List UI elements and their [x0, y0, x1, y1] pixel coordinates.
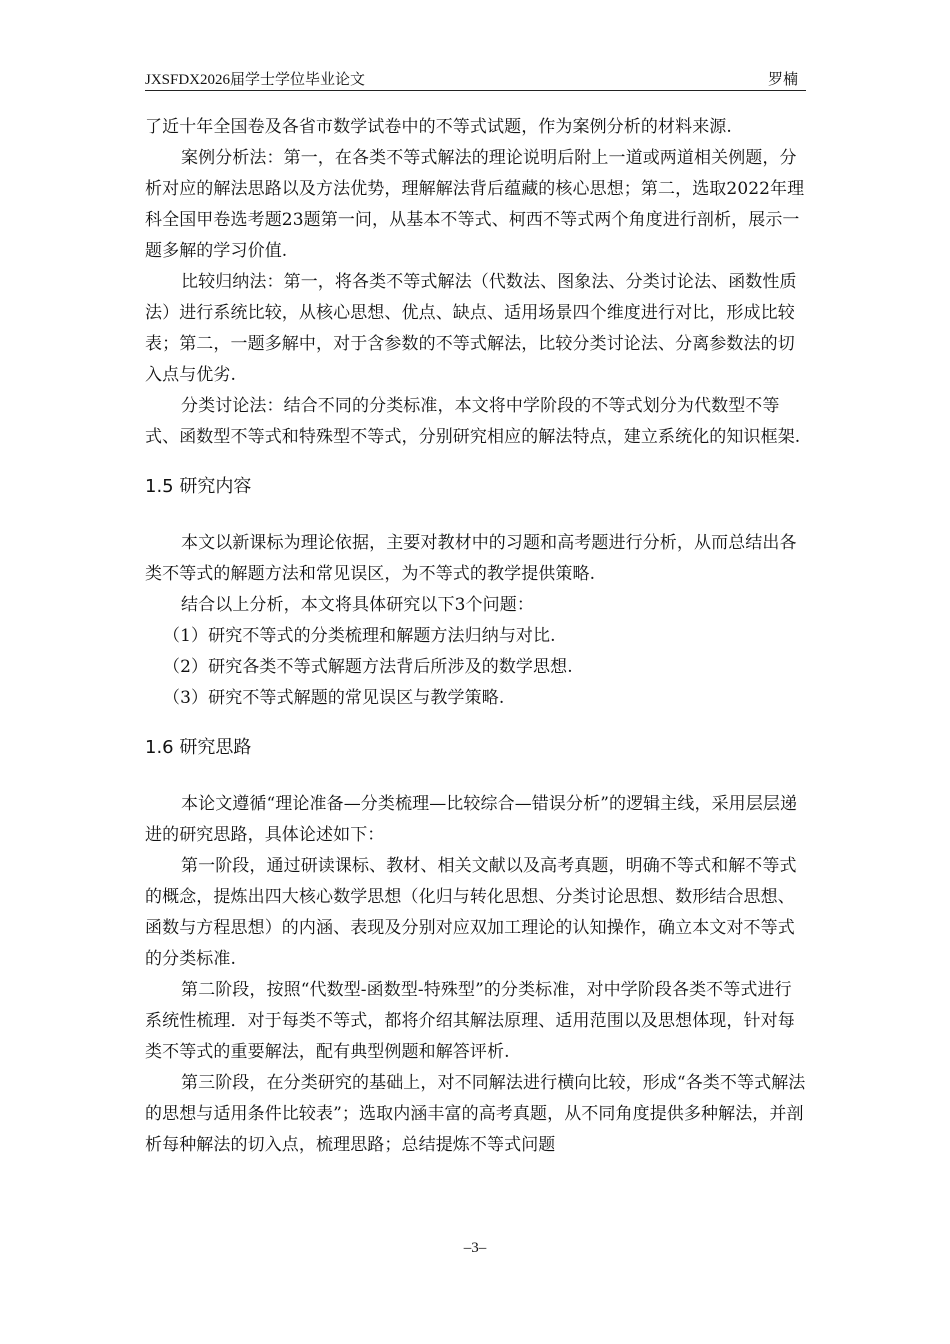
- section-heading-1-6: 1.6 研究思路: [145, 737, 252, 758]
- paragraph-research-questions-lead: 结合以上分析，本文将具体研究以下3个问题：: [181, 595, 534, 615]
- document-body: [145, 112, 807, 1161]
- paragraph-stage-two: 第二阶段，按照“代数型-函数型-特殊型”的分类标准，对中学阶段各类不等式进行系统性梳理．对于每类不等式，都将介绍其解法原理、适用范围以及思想体现，针对每类不等式的重要解法，配有典型例题和解答评析.: [145, 980, 795, 1062]
- page-header: [145, 66, 806, 91]
- paragraph-classification-discussion: 分类讨论法：结合不同的分类标准，本文将中学阶段的不等式划分为代数型不等式、函数型不等式和特殊型不等式，分别研究相应的解法特点，建立系统化的知识框架.: [145, 396, 801, 447]
- paragraph-stage-three: 第三阶段，在分类研究的基础上，对不同解法进行横向比较，形成“各类不等式解法的思想与适用条件比较表”；选取内涵丰富的高考真题，从不同角度提供多种解法，并剖析每种解法的切入点，梳理思路；总结提炼不等式问题: [145, 1073, 806, 1155]
- list-item: （3）研究不等式解题的常见误区与教学策略.: [163, 688, 505, 708]
- page-number: –3–: [463, 1240, 487, 1256]
- header-thesis-title: JXSFDX2026届学士学位毕业论文: [145, 72, 366, 88]
- paragraph-comparison-induction: 比较归纳法：第一，将各类不等式解法（代数法、图象法、分类讨论法、函数性质法）进行系统比较，从核心思想、优点、缺点、适用场景四个维度进行对比，形成比较表；第二，一题多解中，对于含参数的不等式解法，比较分类讨论法、分离参数法的切入点与优劣.: [145, 272, 797, 385]
- paragraph-stage-one: 第一阶段，通过研读课标、教材、相关文献以及高考真题，明确不等式和解不等式的概念，提炼出四大核心数学思想（化归与转化思想、分类讨论思想、数形结合思想、函数与方程思想）的内涵、表现及分别对应双加工理论的认知操作，确立本文对不等式的分类标准.: [145, 856, 797, 969]
- paragraph-research-approach-intro: 本论文遵循“理论准备—分类梳理—比较综合—错误分析”的逻辑主线，采用层层递进的研究思路，具体论述如下：: [145, 794, 798, 845]
- list-item: （1）研究不等式的分类梳理和解题方法归纳与对比.: [163, 626, 556, 646]
- section-heading-1-5: 1.5 研究内容: [145, 476, 252, 497]
- paragraph-case-analysis: 案例分析法：第一，在各类不等式解法的理论说明后附上一道或两道相关例题，分析对应的解法思路以及方法优势，理解解法背后蕴藏的核心思想；第二，选取2022年理科全国甲卷选考题23题第一问，从基本不等式、柯西不等式两个角度进行剖析，展示一题多解的学习价值.: [145, 148, 805, 261]
- paragraph-research-content-intro: 本文以新课标为理论依据，主要对教材中的习题和高考题进行分析，从而总结出各类不等式的解题方法和常见误区，为不等式的教学提供策略.: [145, 533, 797, 584]
- list-item: （2）研究各类不等式解题方法背后所涉及的数学思想.: [163, 657, 573, 677]
- header-author-name: 罗楠: [767, 72, 798, 88]
- paragraph-continuation: 了近十年全国卷及各省市数学试卷中的不等式试题，作为案例分析的材料来源.: [145, 117, 732, 137]
